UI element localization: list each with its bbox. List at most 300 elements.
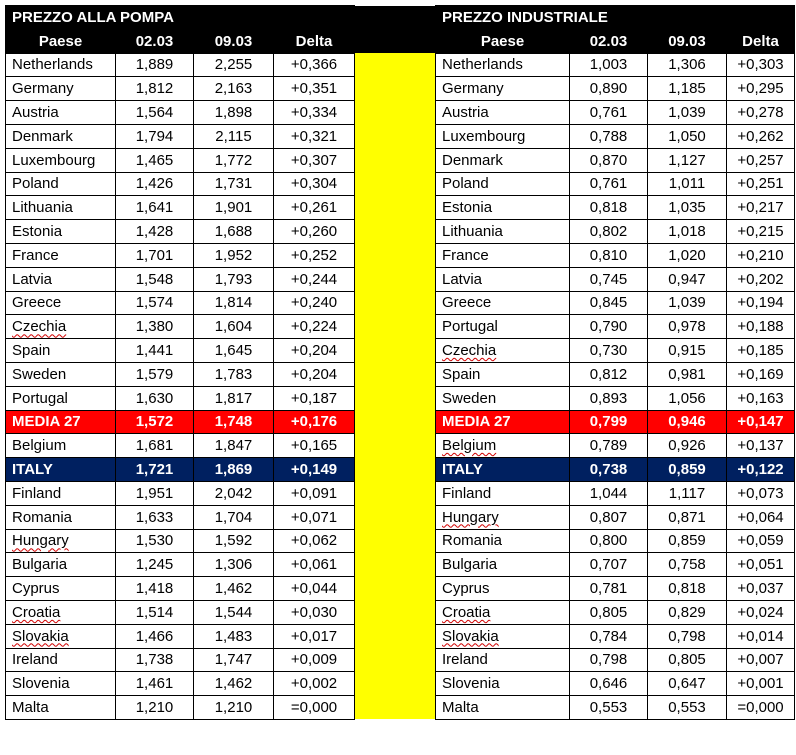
right-country bbox=[436, 101, 570, 125]
right-date1-value bbox=[570, 600, 648, 624]
left-date1-value bbox=[116, 77, 194, 101]
left-country-text: Germany bbox=[12, 80, 74, 98]
left-country bbox=[6, 481, 116, 505]
separator-gap bbox=[355, 624, 436, 648]
left-date2-value-text: 1,783 bbox=[214, 365, 253, 383]
left-date2-value bbox=[194, 267, 274, 291]
right-date2-value-text: 1,306 bbox=[668, 56, 706, 74]
left-date1-value-text: 1,564 bbox=[135, 104, 174, 122]
table-row bbox=[6, 434, 795, 458]
left-country bbox=[6, 315, 116, 339]
left-date2-value bbox=[194, 315, 274, 339]
left-country-text: Austria bbox=[12, 104, 59, 122]
right-country-text: Slovakia bbox=[442, 627, 499, 645]
left-date1-value bbox=[116, 505, 194, 529]
right-country-text: Sweden bbox=[442, 389, 497, 407]
left-date1-value-text: 1,530 bbox=[135, 532, 174, 550]
right-delta-value-text: +0,210 bbox=[737, 246, 784, 264]
right-country-text: Latvia bbox=[442, 270, 483, 288]
left-country-text: Slovakia bbox=[12, 627, 69, 645]
left-delta-value bbox=[274, 434, 355, 458]
separator-gap bbox=[355, 529, 436, 553]
right-date1-value-text: 0,553 bbox=[589, 699, 628, 716]
right-delta-value bbox=[727, 53, 795, 77]
right-delta-value bbox=[727, 77, 795, 101]
right-date2-value bbox=[648, 696, 727, 720]
right-date2-value bbox=[648, 600, 727, 624]
right-delta-value bbox=[727, 220, 795, 244]
left-date1-value-text: 1,633 bbox=[135, 508, 174, 526]
left-date1-value-text: 1,245 bbox=[135, 556, 174, 574]
left-delta-value-text: +0,321 bbox=[290, 127, 338, 145]
left-delta-value bbox=[274, 553, 355, 577]
right-delta-value-text: +0,217 bbox=[737, 199, 784, 217]
left-delta-value-text: +0,176 bbox=[290, 413, 338, 431]
right-date2-value-text: 1,117 bbox=[668, 484, 706, 502]
left-country bbox=[6, 124, 116, 148]
left-date1-value bbox=[116, 577, 194, 601]
right-date2-value bbox=[648, 339, 727, 363]
right-date1-value-text: 0,707 bbox=[589, 556, 628, 574]
table-row bbox=[6, 529, 795, 553]
right-date1-value bbox=[570, 196, 648, 220]
left-country-text: Slovenia bbox=[12, 675, 70, 693]
right-date2-value bbox=[648, 148, 727, 172]
table-row bbox=[6, 553, 795, 577]
left-delta-value-text: +0,307 bbox=[290, 151, 338, 169]
right-date1-value-text: 0,790 bbox=[589, 318, 628, 336]
right-delta-value bbox=[727, 481, 795, 505]
right-delta-value-text: +0,251 bbox=[737, 175, 784, 193]
left-date2-value-text: 1,772 bbox=[214, 151, 253, 169]
right-date1-value-text: 0,818 bbox=[589, 199, 628, 217]
left-country bbox=[6, 458, 116, 482]
left-delta-value bbox=[274, 101, 355, 125]
left-date2-value-text: 1,462 bbox=[214, 580, 253, 598]
right-delta-value-text: +0,037 bbox=[737, 580, 784, 598]
right-delta-value bbox=[727, 315, 795, 339]
right-date1-value bbox=[570, 458, 648, 482]
separator-gap bbox=[355, 672, 436, 696]
left-delta-value-text: +0,009 bbox=[290, 651, 338, 669]
right-country-text: MEDIA 27 bbox=[442, 413, 511, 431]
left-delta-value-text: +0,044 bbox=[290, 580, 338, 598]
left-country-text: Malta bbox=[12, 699, 49, 716]
right-date1-value bbox=[570, 505, 648, 529]
left-date2-value bbox=[194, 600, 274, 624]
left-date1-value bbox=[116, 101, 194, 125]
right-country-text: Bulgaria bbox=[442, 556, 498, 574]
right-date2-value-text: 0,805 bbox=[668, 651, 706, 669]
left-delta-value-text: +0,204 bbox=[290, 342, 338, 360]
right-country bbox=[436, 124, 570, 148]
right-date1-value-text: 0,810 bbox=[589, 246, 628, 264]
right-delta-value-text: +0,001 bbox=[737, 675, 784, 693]
left-date1-value-text: 1,701 bbox=[135, 246, 174, 264]
left-date1-value bbox=[116, 243, 194, 267]
left-delta-value-text: +0,304 bbox=[290, 175, 338, 193]
right-date1-value bbox=[570, 101, 648, 125]
right-country-text: Croatia bbox=[442, 603, 491, 621]
left-date2-value bbox=[194, 696, 274, 720]
left-date1-value bbox=[116, 434, 194, 458]
right-date1-value bbox=[570, 243, 648, 267]
left-date1-value-text: 1,951 bbox=[135, 484, 174, 502]
right-date2-value bbox=[648, 529, 727, 553]
left-date2-value-text: 1,748 bbox=[214, 413, 253, 431]
table-row bbox=[6, 267, 795, 291]
separator-gap bbox=[355, 481, 436, 505]
table-row bbox=[6, 196, 795, 220]
left-delta-value bbox=[274, 315, 355, 339]
right-date2-value-text: 0,978 bbox=[668, 318, 706, 336]
left-date1-value bbox=[116, 362, 194, 386]
left-date1-value-text: 1,681 bbox=[135, 437, 174, 455]
left-country bbox=[6, 577, 116, 601]
right-delta-value-text: =0,000 bbox=[737, 699, 784, 716]
right-date2-value-text: 0,553 bbox=[668, 699, 706, 716]
left-country-text: Romania bbox=[12, 508, 73, 526]
left-date1-value-text: 1,418 bbox=[135, 580, 174, 598]
right-date2-value bbox=[648, 577, 727, 601]
left-date2-value-text: 1,483 bbox=[214, 627, 253, 645]
right-country bbox=[436, 505, 570, 529]
right-delta-value-text: +0,215 bbox=[737, 223, 784, 241]
right-delta-value bbox=[727, 672, 795, 696]
right-date1-value-text: 0,807 bbox=[589, 508, 628, 526]
left-delta-value bbox=[274, 172, 355, 196]
right-date2-value bbox=[648, 220, 727, 244]
separator-gap bbox=[355, 553, 436, 577]
separator-gap bbox=[355, 267, 436, 291]
left-date2-value-text: 1,688 bbox=[214, 223, 253, 241]
separator-gap bbox=[355, 386, 436, 410]
right-delta-value bbox=[727, 458, 795, 482]
right-delta-value-text: +0,147 bbox=[737, 413, 784, 431]
right-date2-value-text: 0,871 bbox=[668, 508, 706, 526]
right-delta-value-text: +0,303 bbox=[737, 56, 784, 74]
right-delta-value-text: +0,257 bbox=[737, 151, 784, 169]
left-delta-value bbox=[274, 672, 355, 696]
separator-gap bbox=[355, 505, 436, 529]
left-delta-value bbox=[274, 291, 355, 315]
pump-price-title: PREZZO ALLA POMPA bbox=[6, 6, 355, 30]
right-date2-value bbox=[648, 481, 727, 505]
left-delta-value bbox=[274, 600, 355, 624]
left-country bbox=[6, 220, 116, 244]
right-date2-value-text: 0,947 bbox=[668, 270, 706, 288]
left-date1-value bbox=[116, 553, 194, 577]
right-delta-value-text: +0,278 bbox=[737, 104, 784, 122]
right-country bbox=[436, 553, 570, 577]
right-date1-value bbox=[570, 648, 648, 672]
right-date1-value bbox=[570, 124, 648, 148]
table-row bbox=[6, 148, 795, 172]
right-delta-value bbox=[727, 410, 795, 434]
left-date2-value bbox=[194, 339, 274, 363]
right-date1-value bbox=[570, 362, 648, 386]
right-delta-value bbox=[727, 624, 795, 648]
right-country-text: Portugal bbox=[442, 318, 498, 336]
left-country bbox=[6, 600, 116, 624]
right-delta-value bbox=[727, 124, 795, 148]
right-country-text: Lithuania bbox=[442, 223, 503, 241]
separator-gap bbox=[355, 696, 436, 720]
right-delta-value bbox=[727, 291, 795, 315]
right-delta-value-text: +0,073 bbox=[737, 484, 784, 502]
right-date1-value-text: 0,870 bbox=[589, 151, 628, 169]
left-date1-value bbox=[116, 291, 194, 315]
right-country-text: Belgium bbox=[442, 437, 497, 455]
left-date1-value-text: 1,465 bbox=[135, 151, 174, 169]
left-date1-value-text: 1,466 bbox=[135, 627, 174, 645]
left-country-text: Estonia bbox=[12, 223, 63, 241]
left-country bbox=[6, 339, 116, 363]
separator-gap bbox=[355, 196, 436, 220]
right-delta-value-text: +0,059 bbox=[737, 532, 784, 550]
left-date2-value-text: 1,704 bbox=[214, 508, 253, 526]
left-date2-value bbox=[194, 53, 274, 77]
left-date1-value bbox=[116, 148, 194, 172]
right-date2-value bbox=[648, 315, 727, 339]
left-country-text: Croatia bbox=[12, 603, 61, 621]
left-date2-value bbox=[194, 386, 274, 410]
table-row bbox=[6, 505, 795, 529]
separator-gap bbox=[355, 648, 436, 672]
left-date2-value bbox=[194, 172, 274, 196]
right-country-text: Slovenia bbox=[442, 675, 500, 693]
separator-gap bbox=[355, 410, 436, 434]
right-delta-value-text: +0,295 bbox=[737, 80, 784, 98]
left-date2-value bbox=[194, 481, 274, 505]
table-row bbox=[6, 339, 795, 363]
right-date1-value-text: 0,890 bbox=[589, 80, 628, 98]
separator-gap bbox=[355, 458, 436, 482]
left-date1-value-text: 1,641 bbox=[135, 199, 174, 217]
left-delta-value bbox=[274, 124, 355, 148]
right-date2-value-text: 1,018 bbox=[668, 223, 706, 241]
left-delta-value bbox=[274, 339, 355, 363]
table-row bbox=[6, 386, 795, 410]
left-country bbox=[6, 624, 116, 648]
right-country bbox=[436, 267, 570, 291]
right-date2-value bbox=[648, 124, 727, 148]
left-country-text: Cyprus bbox=[12, 580, 60, 598]
left-delta-value-text: +0,002 bbox=[290, 675, 338, 693]
right-date2-value-text: 0,981 bbox=[668, 365, 706, 383]
left-date2-value bbox=[194, 362, 274, 386]
left-delta-value bbox=[274, 386, 355, 410]
right-date2-value bbox=[648, 648, 727, 672]
right-date1-value-text: 0,845 bbox=[589, 294, 628, 312]
right-date2-value-text: 1,039 bbox=[668, 104, 706, 122]
right-delta-value-text: +0,202 bbox=[737, 270, 784, 288]
left-date2-value-text: 2,163 bbox=[214, 80, 253, 98]
right-date1-value-text: 0,646 bbox=[589, 675, 628, 693]
left-delta-value bbox=[274, 77, 355, 101]
left-delta-value-text: +0,261 bbox=[290, 199, 338, 217]
left-delta-value-text: +0,334 bbox=[290, 104, 338, 122]
left-country-text: Lithuania bbox=[12, 199, 73, 217]
left-date2-value-text: 1,847 bbox=[214, 437, 253, 455]
right-delta-value bbox=[727, 648, 795, 672]
right-date1-value-text: 0,745 bbox=[589, 270, 628, 288]
left-delta-value bbox=[274, 648, 355, 672]
right-country bbox=[436, 196, 570, 220]
right-date2-value-text: 0,915 bbox=[668, 342, 706, 360]
right-country-text: Finland bbox=[442, 484, 492, 502]
left-delta-value bbox=[274, 243, 355, 267]
separator-gap bbox=[355, 53, 436, 77]
left-date1-value bbox=[116, 124, 194, 148]
fuel-price-table bbox=[5, 5, 795, 720]
left-date2-value bbox=[194, 672, 274, 696]
left-date2-value bbox=[194, 148, 274, 172]
left-date1-header: 02.03 bbox=[116, 29, 194, 53]
right-country-text: Germany bbox=[442, 80, 504, 98]
right-date1-value bbox=[570, 77, 648, 101]
right-country bbox=[436, 172, 570, 196]
left-date1-value bbox=[116, 696, 194, 720]
left-date2-value-text: 1,731 bbox=[214, 175, 253, 193]
left-date2-value bbox=[194, 101, 274, 125]
left-country bbox=[6, 386, 116, 410]
left-date1-value-text: 1,889 bbox=[135, 56, 174, 74]
right-country bbox=[436, 529, 570, 553]
right-date2-value bbox=[648, 267, 727, 291]
left-date1-value-text: 1,548 bbox=[135, 270, 174, 288]
left-date1-value bbox=[116, 196, 194, 220]
left-delta-value bbox=[274, 696, 355, 720]
right-date2-value-text: 0,926 bbox=[668, 437, 706, 455]
table-row bbox=[6, 648, 795, 672]
left-delta-value-text: +0,240 bbox=[290, 294, 338, 312]
right-date1-header: 02.03 bbox=[570, 29, 648, 53]
right-country bbox=[436, 53, 570, 77]
right-date2-value-text: 0,758 bbox=[668, 556, 706, 574]
table-row bbox=[6, 53, 795, 77]
right-date2-value-text: 1,056 bbox=[668, 389, 706, 407]
left-delta-value-text: +0,204 bbox=[290, 365, 338, 383]
left-delta-value bbox=[274, 481, 355, 505]
right-date1-value bbox=[570, 577, 648, 601]
right-date2-value bbox=[648, 362, 727, 386]
header-gap bbox=[355, 29, 436, 53]
left-date2-value bbox=[194, 458, 274, 482]
left-date2-value-text: 1,817 bbox=[214, 389, 253, 407]
right-country bbox=[436, 362, 570, 386]
right-country-text: Austria bbox=[442, 104, 489, 122]
right-date1-value-text: 0,798 bbox=[589, 651, 628, 669]
left-country-text: ITALY bbox=[12, 461, 53, 479]
right-date2-value bbox=[648, 291, 727, 315]
right-country bbox=[436, 696, 570, 720]
left-date2-value-text: 1,462 bbox=[214, 675, 253, 693]
italy-row bbox=[6, 458, 795, 482]
left-date2-value-text: 1,952 bbox=[214, 246, 253, 264]
left-date2-value-text: 1,645 bbox=[214, 342, 253, 360]
left-delta-value bbox=[274, 577, 355, 601]
right-delta-value-text: +0,064 bbox=[737, 508, 784, 526]
left-date2-value-text: 1,901 bbox=[214, 199, 253, 217]
left-date1-value bbox=[116, 315, 194, 339]
title-gap bbox=[355, 6, 436, 30]
left-delta-value bbox=[274, 458, 355, 482]
right-date2-value-text: 0,818 bbox=[668, 580, 706, 598]
right-date2-value bbox=[648, 386, 727, 410]
right-country-text: Luxembourg bbox=[442, 127, 526, 145]
right-country bbox=[436, 243, 570, 267]
table-row bbox=[6, 577, 795, 601]
left-date1-value bbox=[116, 458, 194, 482]
left-date2-value bbox=[194, 505, 274, 529]
left-delta-value bbox=[274, 505, 355, 529]
left-country bbox=[6, 53, 116, 77]
left-country-text: Denmark bbox=[12, 127, 73, 145]
right-date1-value bbox=[570, 172, 648, 196]
right-date2-value bbox=[648, 505, 727, 529]
right-date2-value bbox=[648, 672, 727, 696]
right-date2-value bbox=[648, 172, 727, 196]
left-date1-value bbox=[116, 481, 194, 505]
left-date1-value bbox=[116, 386, 194, 410]
left-country-text: Greece bbox=[12, 294, 62, 312]
left-delta-value-text: +0,071 bbox=[290, 508, 338, 526]
right-delta-value-text: +0,137 bbox=[737, 437, 784, 455]
left-country bbox=[6, 505, 116, 529]
left-delta-value bbox=[274, 148, 355, 172]
right-delta-value-text: +0,051 bbox=[737, 556, 784, 574]
right-country-text: Poland bbox=[442, 175, 489, 193]
table-row bbox=[6, 243, 795, 267]
right-country bbox=[436, 672, 570, 696]
right-country-header: Paese bbox=[436, 29, 570, 53]
right-date1-value bbox=[570, 481, 648, 505]
right-country-text: Denmark bbox=[442, 151, 503, 169]
left-country-text: Latvia bbox=[12, 270, 53, 288]
right-date1-value bbox=[570, 386, 648, 410]
table-row bbox=[6, 101, 795, 125]
right-date1-value bbox=[570, 339, 648, 363]
right-delta-value bbox=[727, 172, 795, 196]
right-country-text: Romania bbox=[442, 532, 503, 550]
left-date2-value bbox=[194, 648, 274, 672]
left-date2-value-text: 1,869 bbox=[214, 461, 253, 479]
separator-gap bbox=[355, 434, 436, 458]
left-country-text: France bbox=[12, 246, 59, 264]
left-country bbox=[6, 77, 116, 101]
left-date1-value-text: 1,630 bbox=[135, 389, 174, 407]
right-date1-value bbox=[570, 267, 648, 291]
left-delta-value-text: +0,061 bbox=[290, 556, 338, 574]
right-delta-value bbox=[727, 386, 795, 410]
left-date1-value bbox=[116, 172, 194, 196]
left-date2-value bbox=[194, 410, 274, 434]
right-date2-value bbox=[648, 101, 727, 125]
left-delta-value-text: +0,062 bbox=[290, 532, 338, 550]
right-delta-value bbox=[727, 577, 795, 601]
right-date1-value bbox=[570, 410, 648, 434]
right-delta-value bbox=[727, 362, 795, 386]
left-date2-value-text: 1,793 bbox=[214, 270, 253, 288]
left-date1-value bbox=[116, 53, 194, 77]
left-delta-value bbox=[274, 529, 355, 553]
separator-gap bbox=[355, 172, 436, 196]
separator-gap bbox=[355, 148, 436, 172]
left-delta-value-text: +0,017 bbox=[290, 627, 338, 645]
right-delta-value bbox=[727, 148, 795, 172]
right-date1-value-text: 0,805 bbox=[589, 603, 628, 621]
